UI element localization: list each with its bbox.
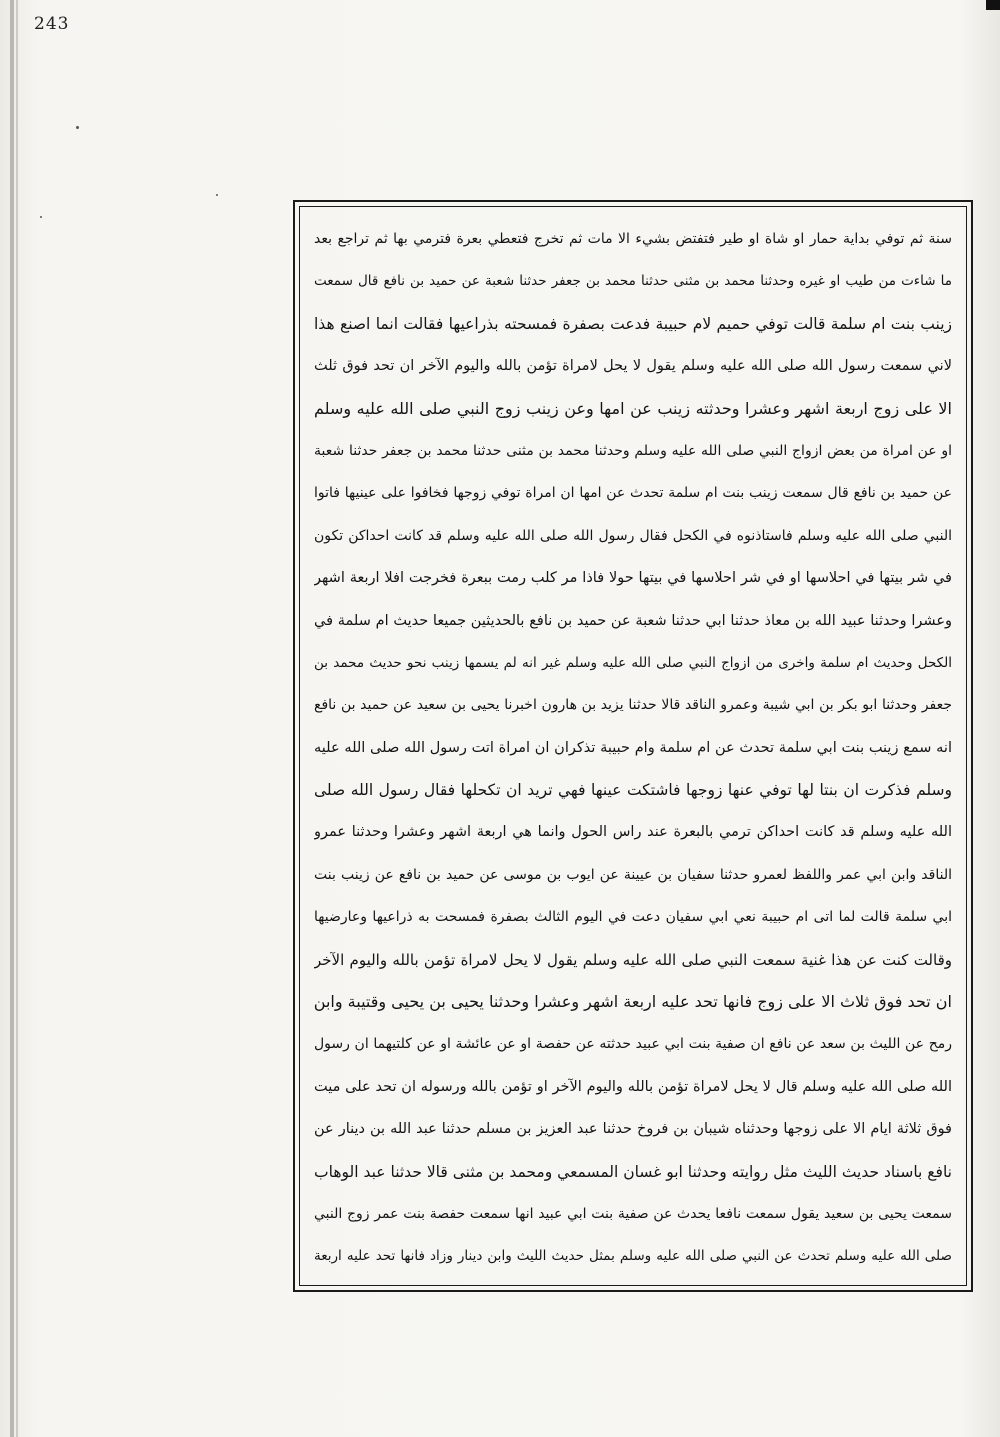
manuscript-line: رمح عن الليث بن سعد عن نافع ان صفية بنت ابي عبيد حدثته عن حفصة او عن عائشة او عن كلتيهما ان رسول xyxy=(314,1036,952,1053)
manuscript-line: ان تحد فوق ثلاث الا على زوج فانها تحد عليه اربعة اشهر وعشرا وحدثنا يحيى بن يحيى وقتيبة وابن xyxy=(314,992,952,1012)
ink-speck xyxy=(216,194,218,196)
folio-number: 243 xyxy=(34,14,70,34)
manuscript-line: زينب بنت ام سلمة قالت توفي حميم لام حبيبة فدعت بصفرة فمسحته بذراعيها فقالت انما اصنع هذا xyxy=(314,314,952,333)
page-binding-shadow xyxy=(16,0,18,1437)
text-frame xyxy=(299,206,967,1286)
manuscript-text-block xyxy=(314,221,952,1275)
manuscript-line: او عن امراة من بعض ازواج النبي صلى الله عليه وسلم وحدثنا محمد بن مثنى حدثنا محمد بن جعفر حدثنا شعبة xyxy=(314,442,952,459)
manuscript-line: عن حميد بن نافع قال سمعت زينب بنت ام سلمة تحدث عن امها ان امراة توفي زوجها فخافوا على عينيها فاتوا xyxy=(314,485,952,502)
manuscript-line: ابي سلمة قالت لما اتى ام حبيبة نعي ابي سفيان دعت في اليوم الثالث بصفرة فمسحت به ذراعيها وعارضيها xyxy=(314,909,952,926)
ink-speck xyxy=(40,216,42,218)
manuscript-line: في شر بيتها في احلاسها او في شر احلاسها في بيتها حولا فاذا مر كلب رمت ببعرة فخرجت افلا اربعة اشهر xyxy=(314,570,952,587)
manuscript-line: النبي صلى الله عليه وسلم فاستاذنوه في الكحل فقال رسول الله صلى الله عليه وسلم قد كانت احداكن تكون xyxy=(314,527,952,544)
manuscript-line: جعفر وحدثنا ابو بكر بن ابي شيبة وعمرو الناقد قالا حدثنا يزيد بن هارون اخبرنا يحيى بن سعيد عن حميد بن نافع xyxy=(314,697,952,714)
manuscript-line: سمعت يحيى بن سعيد يقول سمعت نافعا يحدث عن صفية بنت ابي عبيد انها سمعت حفصة بنت عمر زوج النبي xyxy=(314,1205,952,1222)
manuscript-line: الناقد وابن ابي عمر واللفظ لعمرو حدثنا سفيان بن عيينة عن ايوب بن موسى عن حميد بن نافع عن زينب بنت xyxy=(314,866,952,883)
manuscript-line: الا على زوج اربعة اشهر وعشرا وحدثته زينب عن امها وعن زينب زوج النبي صلى الله عليه وسلم xyxy=(314,398,952,418)
manuscript-line: وسلم فذكرت ان بنتا لها توفي عنها زوجها فاشتكت عينها فهي تريد ان تكحلها فقال رسول الله صلى xyxy=(314,781,952,800)
manuscript-line: سنة ثم توفي بداية حمار او شاة او طير فتفتض بشيء الا مات ثم تخرج فتعطي بعرة فترمي بها ثم تراجع بعد xyxy=(314,231,952,247)
manuscript-line: نافع باسناد حديث الليث مثل روايته وحدثنا ابو غسان المسمعي ومحمد بن مثنى قالا حدثنا عبد الوهاب xyxy=(314,1162,952,1181)
ink-speck xyxy=(76,126,79,129)
manuscript-line: وعشرا وحدثنا عبيد الله بن معاذ حدثنا ابي حدثنا شعبة عن حميد بن نافع بالحديثين جميعا حديث ام سلمة في xyxy=(314,612,952,629)
manuscript-line: لاني سمعت رسول الله صلى الله عليه وسلم يقول لا يحل لامراة تؤمن بالله واليوم الآخر ان تحد فوق ثلث xyxy=(314,358,952,375)
page-binding-edge xyxy=(10,0,14,1437)
manuscript-line: وقالت كنت عن هذا غنية سمعت النبي صلى الله عليه وسلم يقول لا يحل لامراة تؤمن بالله واليوم الآخر xyxy=(314,950,952,969)
manuscript-line: الله صلى الله عليه وسلم قال لا يحل لامراة تؤمن بالله واليوم الآخر او تؤمن بالله ورسوله ان تحد على ميت xyxy=(314,1078,952,1095)
manuscript-line: فوق ثلاثة ايام الا على زوجها وحدثناه شيبان بن فروخ حدثنا عبد العزيز بن مسلم حدثنا عبد الله بن دينار عن xyxy=(314,1121,952,1138)
manuscript-line: صلى الله عليه وسلم تحدث عن النبي صلى الله عليه وسلم بمثل حديث الليث وابن دينار وزاد فانها تحد عليه اربعة xyxy=(314,1248,952,1265)
manuscript-line: الله عليه وسلم قد كانت احداكن ترمي بالبعرة عند راس الحول وانما هي اربعة اشهر وعشرا وحدثنا عمرو xyxy=(314,824,952,841)
manuscript-line: الكحل وحديث ام سلمة واخرى من ازواج النبي صلى الله عليه وسلم غير انه لم يسمها زينب نحو حديث محمد بن xyxy=(314,654,952,671)
manuscript-line: ما شاءت من طيب او غيره وحدثنا محمد بن مثنى حدثنا محمد بن جعفر حدثنا شعبة عن حميد بن نافع قال سمعت xyxy=(314,273,952,290)
corner-mark xyxy=(986,0,1000,10)
manuscript-line: انه سمع زينب بنت ابي سلمة تحدث عن ام سلمة وام حبيبة تذكران ان امراة اتت رسول الله صلى الله عليه xyxy=(314,739,952,756)
